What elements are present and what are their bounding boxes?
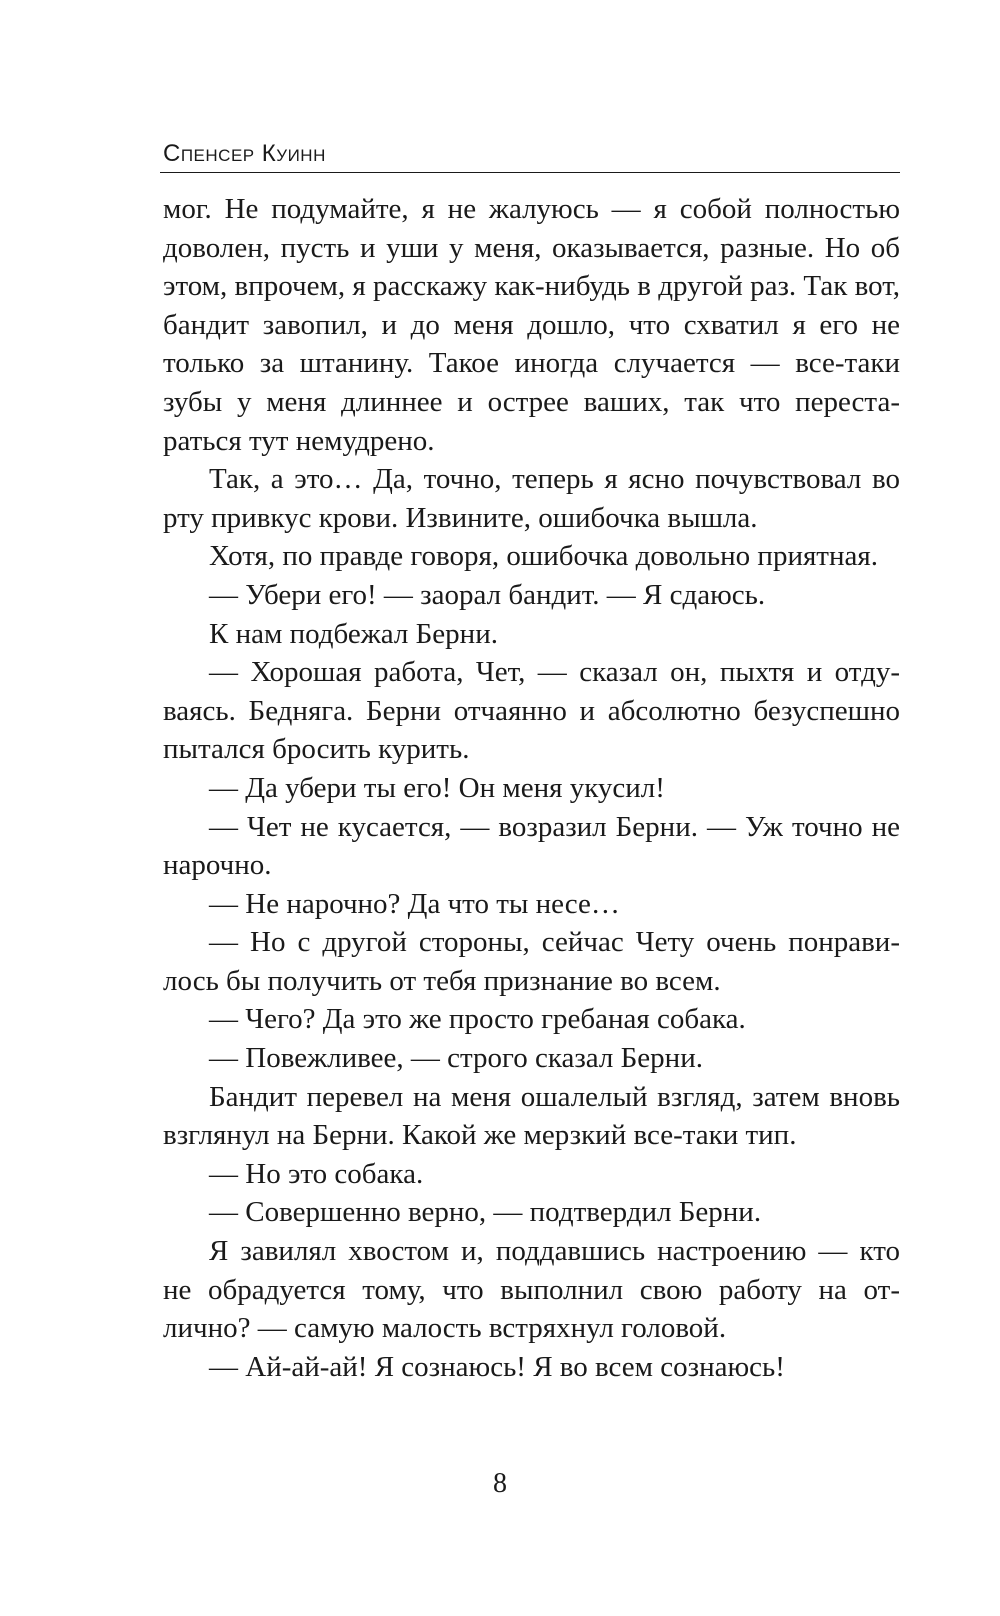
body-text xyxy=(163,190,900,1386)
paragraph: Так, а это… Да, точно, теперь я ясно почувствовал во рту привкус крови. Извините, ошибочка вышла. xyxy=(163,463,900,534)
paragraph: — Да убери ты его! Он меня укусил! xyxy=(209,771,665,804)
paragraph: — Не нарочно? Да что ты несе… xyxy=(209,887,620,920)
paragraph: — Совершенно верно, — подтвердил Берни. xyxy=(209,1196,762,1229)
paragraph: — Чего? Да это же просто гребаная собака. xyxy=(209,1003,746,1036)
paragraph: — Но это собака. xyxy=(209,1157,424,1190)
page-number: 8 xyxy=(493,1468,507,1499)
running-head-author: Спенсер Куинн xyxy=(163,140,326,167)
paragraph: — Ай-ай-ай! Я сознаюсь! Я во всем сознаюсь! xyxy=(209,1350,785,1383)
paragraph: — Повежливее, — строго сказал Берни. xyxy=(209,1042,703,1075)
paragraph: — Убери его! — заорал бандит. — Я сдаюсь. xyxy=(209,578,766,611)
paragraph: Бандит перевел на меня ошалелый взгляд, затем вновь взглянул на Берни. Какой же мерзкий все-таки тип. xyxy=(163,1080,900,1152)
paragraph: Я завилял хвостом и, поддавшись настроению — кто не обрадуется тому, что выполнил свою работу на отлично? — самую малость встряхнул головой. xyxy=(163,1235,900,1345)
paragraph: Хотя, по правде говоря, ошибочка довольно приятная. xyxy=(209,540,878,573)
paragraph: — Чет не кусается, — возразил Берни. — Уж точно не нарочно. xyxy=(163,810,900,882)
paragraph: К нам подбежал Берни. xyxy=(209,617,498,650)
paragraph: — Но с другой стороны, сейчас Чету очень понравилось бы получить от тебя признание во всем. xyxy=(163,926,900,997)
paragraph: мог. Не подумайте, я не жалуюсь — я собой полностью доволен, пусть и уши у меня, оказывается, разные. Но об этом, впрочем, я расскажу как-нибудь в другой раз. Так вот, бандит завопил, и до меня дошло, что схватил я его не только за штанину. Такое иногда случается — все-таки зубы у меня длиннее и острее ваших, так что перестараться тут немудрено. xyxy=(163,193,900,457)
paragraph: — Хорошая работа, Чет, — сказал он, пыхтя и отдуваясь. Бедняга. Берни отчаянно и абсолютно безуспешно пытался бросить курить. xyxy=(163,656,900,766)
header-rule xyxy=(160,172,900,173)
